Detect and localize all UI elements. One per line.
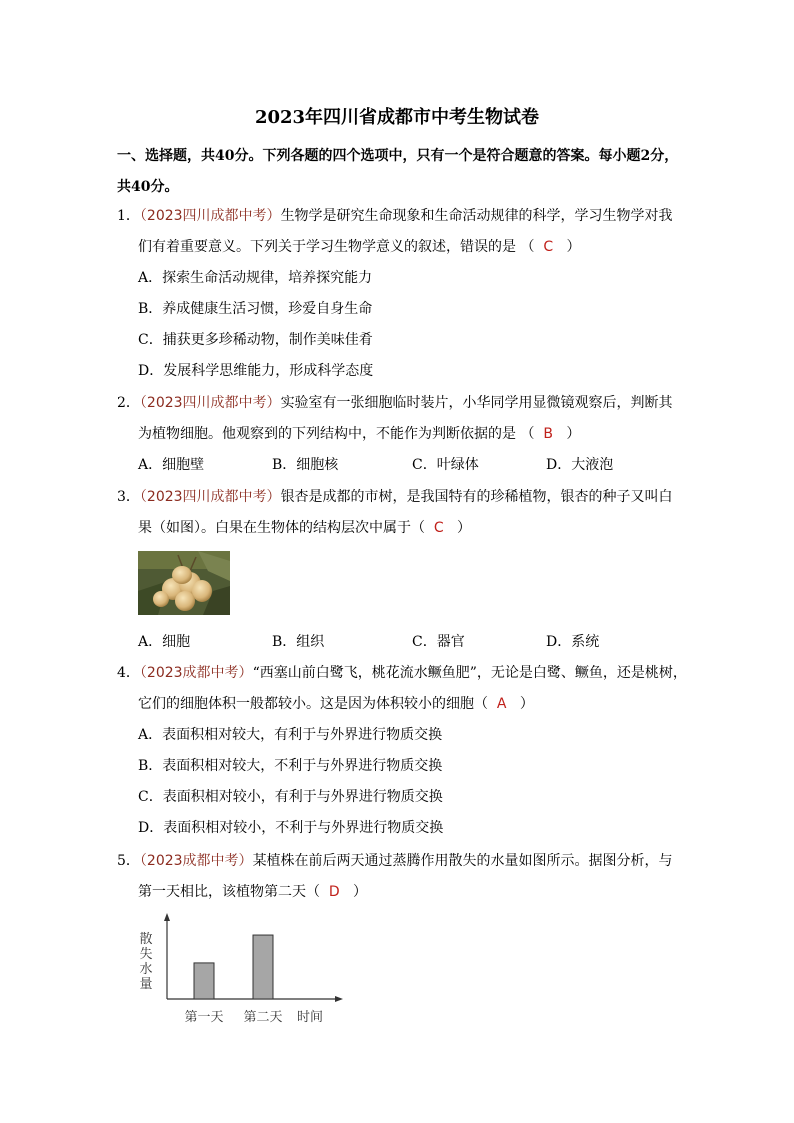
category-label: 第二天	[243, 1010, 283, 1025]
category-label: 第一天	[184, 1010, 224, 1025]
question-number: 4．	[117, 665, 140, 681]
question-4-line2	[138, 694, 534, 714]
question-text: 银杏是成都的市树，是我国特有的珍稀植物，银杏的种子又叫白	[280, 489, 673, 505]
question-text: 生物学是研究生命现象和生命活动规律的科学，学习生物学对我	[280, 208, 673, 224]
section-instruction-line1: 一、选择题，共40分。下列各题的四个选项中，只有一个是符合题意的答案。每小题2分，	[117, 148, 679, 164]
question-1-line2	[138, 237, 581, 257]
question-source: （2023四川成都中考）	[139, 395, 281, 411]
answer-close: ）	[457, 520, 472, 536]
x-axis-arrow	[335, 996, 343, 1002]
answer-close: ）	[566, 426, 581, 442]
question-5-line1	[117, 851, 673, 871]
option-b: B．细胞核	[272, 457, 339, 473]
answer: A	[496, 696, 507, 712]
question-text: 为植物细胞。他观察到的下列结构中，不能作为判断依据的是 （	[138, 426, 535, 442]
question-source: （2023成都中考）	[139, 853, 253, 869]
option-a: A．探索生命活动规律，培养探究能力	[138, 270, 373, 286]
answer-close: ）	[519, 696, 534, 712]
x-axis-label: 时间	[297, 1010, 324, 1025]
option-d: D．表面积相对较小，不利于与外界进行物质交换	[138, 820, 444, 836]
question-text: 果（如图）。白果在生物体的结构层次中属于（	[138, 520, 425, 536]
y-axis-label-char: 散	[139, 932, 153, 947]
option-a: A．表面积相对较大，有利于与外界进行物质交换	[138, 727, 443, 743]
answer: C	[543, 239, 554, 255]
question-1-line1	[117, 206, 673, 226]
question-number: 2．	[117, 395, 140, 411]
question-text: “西塞山前白鹭飞，桃花流水鳜鱼肥”，无论是白鹭、鳜鱼，还是桃树，	[252, 665, 687, 681]
question-text: 第一天相比，该植物第二天（	[138, 884, 320, 900]
answer: D	[328, 884, 340, 900]
answer-close: ）	[566, 239, 581, 255]
option-b: B．表面积相对较大，不利于与外界进行物质交换	[138, 758, 443, 774]
answer-close: ）	[353, 884, 368, 900]
y-axis-arrow	[164, 913, 170, 921]
option-d: D．系统	[546, 634, 600, 650]
question-2-line1	[117, 393, 673, 413]
answer: B	[543, 426, 553, 442]
question-source: （2023四川成都中考）	[139, 208, 281, 224]
y-axis-label-char: 量	[139, 977, 153, 992]
ginkgo-seed-photo	[138, 551, 230, 615]
y-axis-label-char: 失	[139, 947, 153, 962]
bar-2	[253, 935, 273, 999]
question-source: （2023四川成都中考）	[139, 489, 281, 505]
page-title: 2023年四川省成都市中考生物试卷	[254, 107, 540, 128]
option-c: C．表面积相对较小，有利于与外界进行物质交换	[138, 789, 443, 805]
option-c: C．捕获更多珍稀动物，制作美味佳肴	[138, 332, 373, 348]
option-b: B．组织	[272, 634, 325, 650]
question-text: 实验室有一张细胞临时装片，小华同学用显微镜观察后，判断其	[280, 395, 673, 411]
answer: C	[433, 520, 444, 536]
option-c: C．叶绿体	[412, 457, 479, 473]
option-b: B．养成健康生活习惯，珍爱自身生命	[138, 301, 373, 317]
question-source: （2023成都中考）	[139, 665, 253, 681]
question-text: 某植株在前后两天通过蒸腾作用散失的水量如图所示。据图分析，与	[252, 853, 673, 869]
option-d: D．大液泡	[546, 457, 614, 473]
option-c: C．器官	[412, 634, 465, 650]
question-4-line1	[117, 663, 687, 683]
question-number: 1．	[117, 208, 140, 224]
section-instruction-line2: 共40分。	[117, 179, 179, 195]
option-a: A．细胞	[138, 634, 191, 650]
bar-1	[194, 963, 214, 999]
transpiration-bar-chart	[137, 913, 347, 1031]
option-d: D．发展科学思维能力，形成科学态度	[138, 363, 374, 379]
option-a: A．细胞壁	[138, 457, 205, 473]
question-text: 它们的细胞体积一般都较小。这是因为体积较小的细胞（	[138, 696, 488, 712]
question-3-line1	[117, 487, 673, 507]
question-number: 5．	[117, 853, 140, 869]
question-2-line2	[138, 424, 580, 444]
y-axis-label	[139, 931, 152, 992]
question-text: 们有着重要意义。下列关于学习生物学意义的叙述，错误的是 （	[138, 239, 535, 255]
question-3-line2	[138, 518, 471, 538]
question-5-line2	[138, 882, 367, 902]
y-axis-label-char: 水	[139, 962, 153, 977]
question-number: 3．	[117, 489, 140, 505]
